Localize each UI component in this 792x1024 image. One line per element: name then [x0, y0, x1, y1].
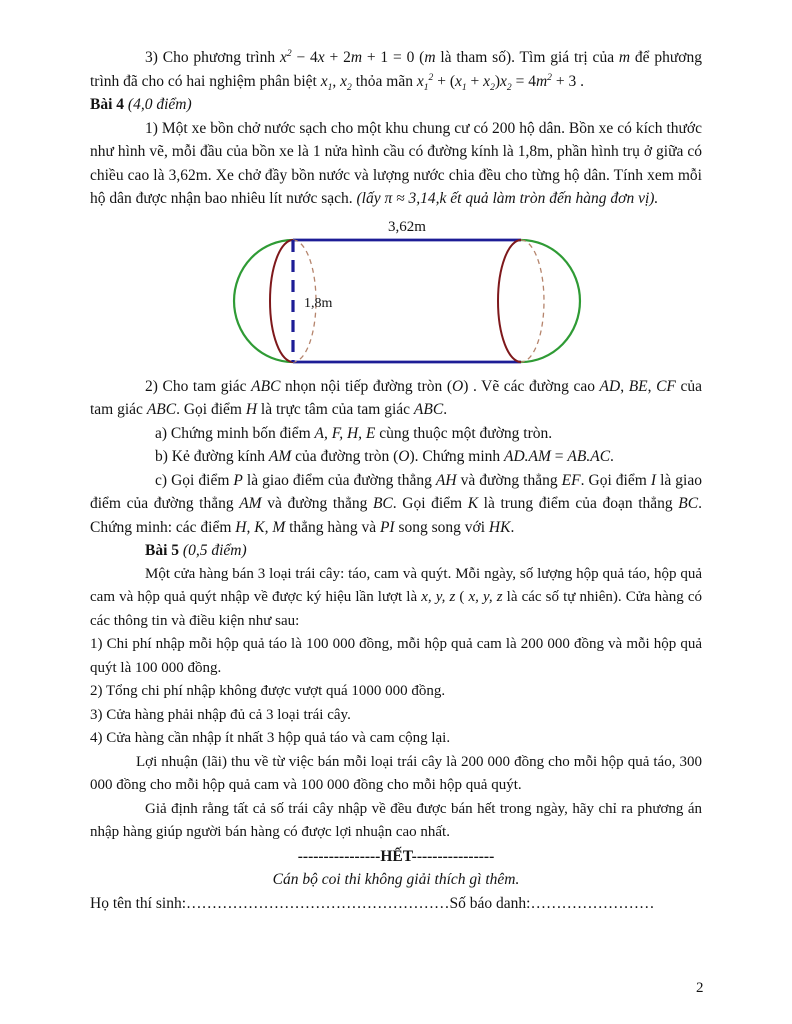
- left-ellipse-front-arc: [270, 240, 293, 362]
- end-word: HẾT: [380, 847, 412, 865]
- problem-5-condition-1: 1) Chi phí nhập mỗi hộp quả táo là 100 000 đồng, mỗi hộp quả cam là 200 000 đồng và mỗi hộp quả quýt là 100 000 đồng.: [90, 636, 702, 676]
- dotted-leader-2: ……………………: [530, 894, 655, 912]
- bai-5-label: Bài 5: [145, 542, 183, 559]
- bai-5-points: (0,5 điểm): [182, 542, 247, 559]
- cylinder-diagram: [228, 215, 590, 373]
- tank-figure: [228, 215, 590, 373]
- right-ellipse-front-arc: [498, 240, 521, 362]
- problem-4-2c-text: c) Gọi điểm P là giao điểm của đường thẳng AH và đường thẳng EF. Gọi điểm I là giao điểm của đường thẳng AM và đường thẳng BC. Gọi điểm K là trung điểm của đoạn thẳng BC. Chứng minh: các điểm H, K, M thẳng hàng và PI song song với HK.: [90, 471, 702, 536]
- problem-4-2-text: 2) Cho tam giác ABC nhọn nội tiếp đường tròn (O) . Vẽ các đường cao AD, BE, CF của tam giác ABC. Gọi điểm H là trực tâm của tam giác ABC.: [90, 377, 703, 418]
- problem-5-profit-text: Lợi nhuận (lãi) thu về từ việc bán mỗi loại trái cây là 200 000 đồng cho mỗi hộp quả táo, 300 000 đồng cho mỗi hộp quả cam và 100 000 đồng cho mỗi hộp quả quýt.: [90, 753, 702, 793]
- right-ellipse-hidden-arc: [521, 240, 544, 362]
- bai-4-label: Bài 4: [90, 96, 128, 113]
- length-label: 3,62m: [388, 218, 426, 235]
- problem-4-2a-text: a) Chứng minh bốn điểm A, F, H, E cùng thuộc một đường tròn.: [155, 424, 553, 442]
- proctor-note: Cán bộ coi thi không giải thích gì thêm.: [272, 871, 520, 888]
- end-marker: [90, 845, 702, 869]
- problem-3-text: 3) Cho phương trình $x^2 - 4x + 2m + 1 = 0$ (m là tham số). Tìm giá trị của m để phương trình đã cho có hai nghiệm phân biệt $x_1$, $x_2$ thỏa mãn $x_1^2 + (x_1 + x_2)x_2 = 4m^2 + 3$ .: [90, 47, 702, 93]
- diameter-label: 1,8m: [304, 295, 333, 311]
- problem-5-intro-text: Một cửa hàng bán 3 loại trái cây: táo, cam và quýt. Mỗi ngày, số lượng hộp quả táo, hộp quả cam và hộp quả quýt nhập về được ký hiệu lần lượt là x, y, z ( x, y, z là các số tự nhiên). Cửa hàng có các thông tin và điều kiện như sau:: [90, 565, 703, 629]
- bai-4-heading: [90, 93, 702, 117]
- dotted-leader-1: ……………………………………………: [186, 894, 450, 912]
- problem-5-condition-2: 2) Tổng chi phí nhập không được vượt quá 1000 000 đồng.: [90, 683, 446, 699]
- right-hemisphere-arc: [521, 240, 580, 362]
- problem-5-condition-4: 4) Cửa hàng cần nhập ít nhất 3 hộp quả táo và cam cộng lại.: [90, 730, 451, 746]
- problem-5-condition-3: 3) Cửa hàng phải nhập đủ cả 3 loại trái cây.: [90, 706, 351, 723]
- problem-5-final-text: Giả định rằng tất cả số trái cây nhập về đều được bán hết trong ngày, hãy chỉ ra phương án nhập hàng giúp người bán hàng có được lợi nhuận cao nhất.: [90, 800, 702, 840]
- content-column: [90, 46, 702, 915]
- page-number: 2: [696, 980, 704, 996]
- bai-5-heading: [90, 539, 702, 563]
- end-dashes-left: ----------------: [297, 847, 381, 865]
- signature-line: [90, 892, 702, 916]
- bai-4-points: (4,0 điểm): [127, 96, 192, 113]
- candidate-name-label: Họ tên thí sinh:: [90, 894, 187, 912]
- problem-4-1-text: 1) Một xe bồn chở nước sạch cho một khu chung cư có 200 hộ dân. Bồn xe có kích thước như hình vẽ, mỗi đầu của bồn xe là 1 nửa hình cầu có đường kính là 1,8m, phần hình trụ ở giữa có chiều cao là 3,62m. Xe chở đầy bồn nước và lượng nước chia đều cho từng hộ dân. Tính xem mỗi hộ dân được nhận bao nhiêu lít nước sạch. (lấy π ≈ 3,14,k ết quả làm tròn đến hàng đơn vị).: [90, 119, 702, 207]
- problem-4-2b-text: b) Kẻ đường kính AM của đường tròn (O). Chứng minh AD.AM = AB.AC.: [155, 448, 614, 465]
- candidate-number-label: Số báo danh:: [449, 894, 531, 912]
- left-hemisphere-arc: [234, 240, 293, 362]
- end-dashes-right: ----------------: [411, 847, 495, 865]
